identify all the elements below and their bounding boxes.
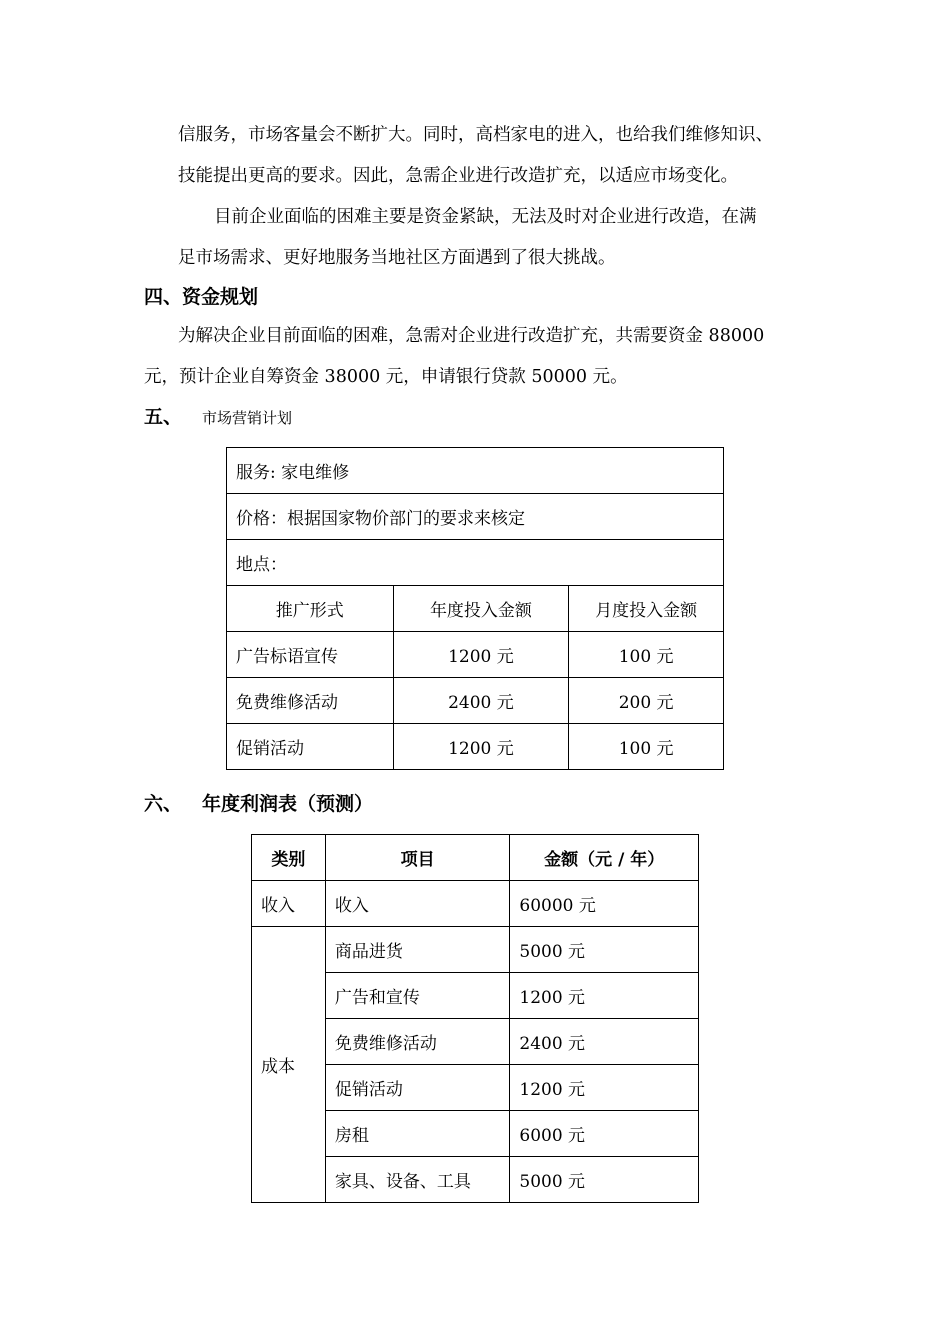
- table-row: [227, 540, 724, 586]
- column-header: 金额（元 / 年）: [510, 835, 699, 881]
- table-row: [227, 494, 724, 540]
- table-cell: 2400 元: [393, 678, 569, 724]
- item-cell: 房租: [325, 1111, 510, 1157]
- table-cell: 1200 元: [393, 632, 569, 678]
- paragraph-line: 足市场需求、更好地服务当地社区方面遇到了很大挑战。: [178, 248, 616, 268]
- paragraph-line: 技能提出更高的要求。因此，急需企业进行改造扩充，以适应市场变化。: [178, 166, 738, 186]
- column-header: 月度投入金额: [569, 586, 724, 632]
- table-cell: 200 元: [569, 678, 724, 724]
- section-title-marketing: 市场营销计划: [202, 409, 293, 427]
- column-header: 推广形式: [227, 586, 394, 632]
- section-title-profit: 年度利润表（预测）: [202, 793, 374, 815]
- location-cell: 地点：: [227, 540, 724, 586]
- amount-cell: 1200 元: [510, 1065, 699, 1111]
- table-row: [252, 927, 699, 973]
- item-cell: 家具、设备、工具: [325, 1157, 510, 1203]
- paragraph-line: 信服务，市场客量会不断扩大。同时，高档家电的进入，也给我们维修知识、: [178, 125, 773, 145]
- item-cell: 商品进货: [325, 927, 510, 973]
- category-cell: 收入: [252, 881, 326, 927]
- profit-forecast-table: [251, 834, 699, 1203]
- service-cell: 服务: 家电维修: [227, 448, 724, 494]
- column-header: 类别: [252, 835, 326, 881]
- table-row: [227, 632, 724, 678]
- section-number-five: 五、: [144, 406, 183, 428]
- item-cell: 促销活动: [325, 1065, 510, 1111]
- item-cell: 收入: [325, 881, 510, 927]
- price-cell: 价格：根据国家物价部门的要求来核定: [227, 494, 724, 540]
- amount-cell: 1200 元: [510, 973, 699, 1019]
- table-row: [227, 448, 724, 494]
- table-row: [227, 724, 724, 770]
- item-cell: 广告和宣传: [325, 973, 510, 1019]
- category-cell: 成本: [252, 927, 326, 1203]
- paragraph-line: 目前企业面临的困难主要是资金紧缺，无法及时对企业进行改造，在满: [214, 207, 757, 227]
- table-cell: 100 元: [569, 724, 724, 770]
- marketing-plan-table: [226, 447, 724, 770]
- table-header-row: [227, 586, 724, 632]
- table-cell: 促销活动: [227, 724, 394, 770]
- table-cell: 1200 元: [393, 724, 569, 770]
- table-row: [252, 881, 699, 927]
- table-cell: 100 元: [569, 632, 724, 678]
- paragraph-line: 为解决企业目前面临的困难，急需对企业进行改造扩充，共需要资金 88000: [178, 326, 765, 346]
- table-row: [227, 678, 724, 724]
- paragraph-line: 元，预计企业自筹资金 38000 元，申请银行贷款 50000 元。: [144, 367, 628, 387]
- amount-cell: 5000 元: [510, 927, 699, 973]
- column-header: 年度投入金额: [393, 586, 569, 632]
- amount-cell: 60000 元: [510, 881, 699, 927]
- amount-cell: 6000 元: [510, 1111, 699, 1157]
- table-cell: 广告标语宣传: [227, 632, 394, 678]
- section-number-six: 六、: [144, 793, 183, 815]
- section-heading-funding: 四、资金规划: [144, 286, 259, 308]
- item-cell: 免费维修活动: [325, 1019, 510, 1065]
- amount-cell: 5000 元: [510, 1157, 699, 1203]
- column-header: 项目: [325, 835, 510, 881]
- amount-cell: 2400 元: [510, 1019, 699, 1065]
- table-cell: 免费维修活动: [227, 678, 394, 724]
- table-header-row: [252, 835, 699, 881]
